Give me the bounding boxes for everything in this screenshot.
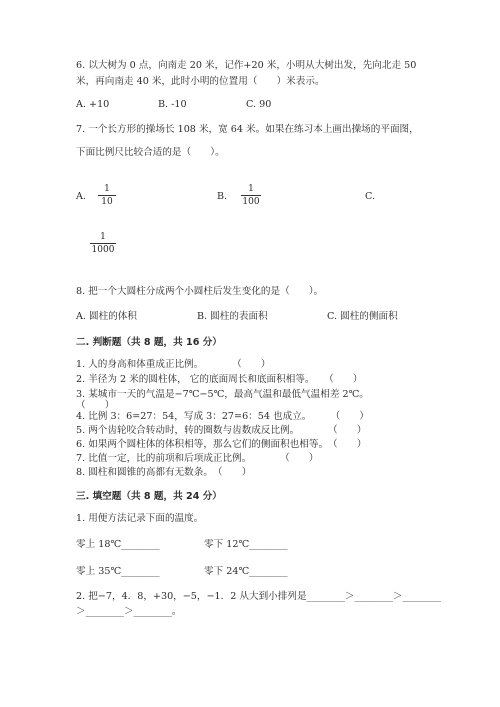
fraction-denominator: 10	[101, 197, 113, 207]
q8-line-1: 8. 把一个大圆柱分成两个小圆柱后发生变化的是（ ）。	[76, 286, 324, 297]
section3-q2-line-2: ＞________＞________。	[76, 606, 182, 617]
section3-q1-row1-right: 零下 12℃________	[204, 539, 288, 550]
q6-option-b: B. -10	[158, 99, 187, 110]
section3-q1-row2-left: 零上 35℃________	[76, 566, 160, 577]
section2-item-4: 4. 比例 3：6=27：54，写成 3：27=6：54 也成立。 （ ）	[76, 411, 369, 422]
q7-option-c-fraction	[90, 232, 116, 255]
fraction-bar	[98, 195, 116, 196]
section2-item-6: 6. 如果两个圆柱体的体积相等，那么它们的侧面积也相等。 （ ）	[76, 439, 367, 450]
q7-option-b-label: B.	[217, 191, 228, 202]
q6-option-a: A. +10	[76, 99, 110, 110]
q6-option-c: C. 90	[246, 99, 272, 110]
section3-q1-title: 1. 用便方法记录下面的温度。	[76, 513, 204, 524]
fraction-numerator: 1	[104, 184, 110, 194]
fraction-numerator: 1	[100, 232, 106, 242]
section2-item-2: 2. 半径为 2 米的圆柱体， 它的底面周长和底面积相等。 （ ）	[76, 374, 363, 385]
section3-q2-line-1: 2. 把−7，4．8，+30，−5，−1．2 从大到小排列是________＞________＞________	[76, 591, 441, 602]
q8-option-b: B. 圆柱的表面积	[197, 311, 268, 322]
q7-option-c-label: C.	[365, 191, 376, 202]
q7-option-a-label: A.	[76, 191, 86, 202]
q7-line-2: 下面比例尺比较合适的是（ ）。	[76, 147, 225, 158]
q7-option-b-fraction	[241, 184, 261, 207]
fraction-bar	[241, 195, 261, 196]
section3-q1-row2-right: 零下 24℃________	[204, 566, 288, 577]
q6-line-2: 米，再向南走 40 米，此时小明的位置用（ ）米表示。	[76, 76, 325, 87]
fraction-denominator: 100	[242, 197, 260, 207]
q8-option-c: C. 圆柱的侧面积	[327, 311, 398, 322]
section2-item-1: 1. 人的身高和体重成正比例。 （ ）	[76, 359, 271, 370]
section2-heading: 二. 判断题（共 8 题，共 16 分）	[76, 337, 222, 348]
section2-item-7: 7. 比值一定，比的前项和后项成正比例。 （ ）	[76, 453, 319, 464]
q7-line-1: 7. 一个长方形的操场长 108 米，宽 64 米。如果在练习本上画出操场的平面图，	[76, 124, 419, 135]
section2-item-3: 3. 某城市一天的气温是−7℃−5℃，最高气温和最低气温相差 2℃。	[76, 389, 369, 400]
fraction-numerator: 1	[248, 184, 254, 194]
section2-item-5: 5. 两个齿轮咬合转动时，转的圈数与齿数成反比例。 （ ）	[76, 425, 367, 436]
section3-heading: 三. 填空题（共 8 题，共 24 分）	[76, 491, 222, 502]
fraction-denominator: 1000	[91, 245, 115, 255]
fraction-bar	[90, 243, 116, 244]
q8-option-a: A. 圆柱的体积	[76, 311, 137, 322]
section3-q1-row1-left: 零上 18℃________	[76, 539, 160, 550]
q6-line-1: 6. 以大树为 0 点，向南走 20 米，记作+20 米，小明从大树出发，先向北走 50	[76, 60, 417, 71]
section2-item-3-bracket: （ ）	[76, 400, 115, 411]
section2-item-8: 8. 圆柱和圆锥的高都有无数条。 （ ）	[76, 467, 252, 478]
q7-option-a-fraction	[98, 184, 116, 207]
